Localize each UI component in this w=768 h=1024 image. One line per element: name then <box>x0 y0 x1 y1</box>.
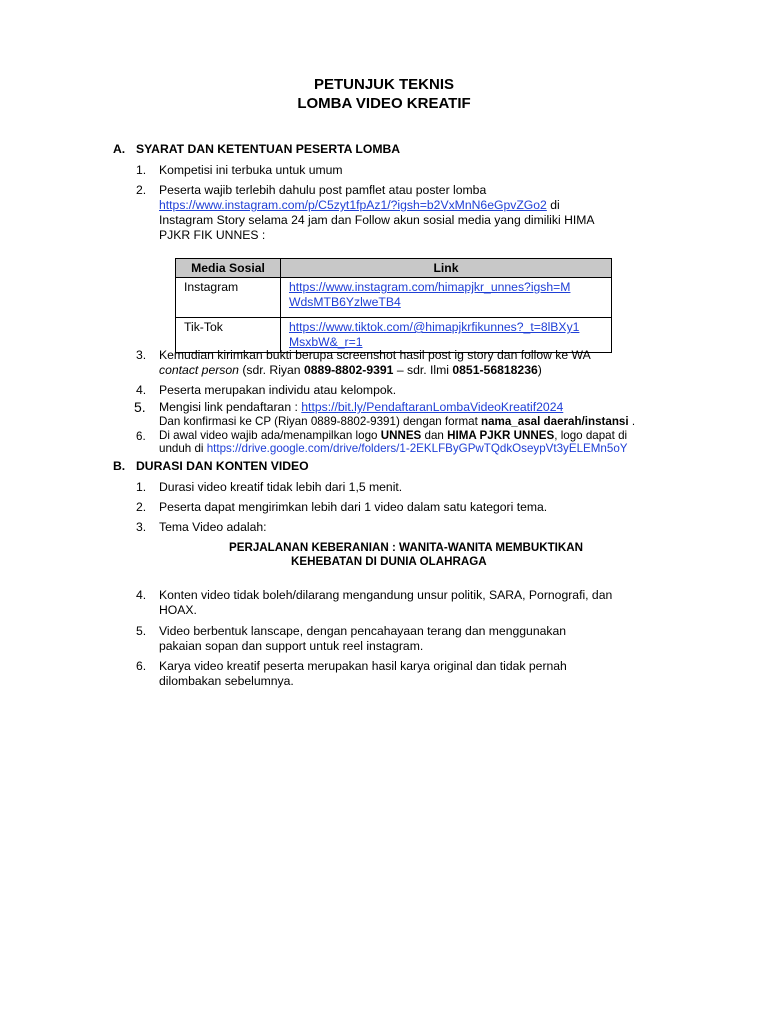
tiktok-profile-link-cont[interactable]: MsxbW&_r=1 <box>289 335 363 349</box>
list-item-line: HOAX. <box>159 603 197 617</box>
registration-link[interactable]: https://bit.ly/PendaftaranLombaVideoKreatif2024 <box>301 400 564 414</box>
list-item-line: dilombakan sebelumnya. <box>159 674 294 688</box>
list-item-line: contact person (sdr. Riyan 0889-8802-9391 – sdr. Ilmi 0851-56818236) <box>159 363 542 377</box>
list-item: Di awal video wajib ada/menampilkan logo UNNES dan HIMA PJKR UNNES, logo dapat di <box>159 429 628 442</box>
list-item: Mengisi link pendaftaran : https://bit.ly/PendaftaranLombaVideoKreatif2024 <box>159 400 564 414</box>
section-a-letter: A. <box>113 142 126 156</box>
list-number: 3. <box>136 348 147 362</box>
table-cell-name: Tik-Tok <box>176 318 281 353</box>
list-item-line: Instagram Story selama 24 jam dan Follow akun sosial media yang dimiliki HIMA <box>159 213 595 227</box>
list-number: 4. <box>136 588 147 602</box>
section-b-heading: DURASI DAN KONTEN VIDEO <box>136 459 309 473</box>
list-number: 1. <box>136 163 147 177</box>
section-b-letter: B. <box>113 459 126 473</box>
theme-title-line1: PERJALANAN KEBERANIAN : WANITA-WANITA MEMBUKTIKAN <box>229 541 584 554</box>
instagram-post-link[interactable]: https://www.instagram.com/p/C5zyt1fpAz1/?igsh=b2VxMnN6eGpvZGo2 <box>159 198 547 212</box>
tiktok-profile-link[interactable]: https://www.tiktok.com/@himapjkrfikunnes?_t=8lBXy1 <box>289 320 580 334</box>
list-item-line: pakaian sopan dan support untuk reel instagram. <box>159 639 424 653</box>
list-item: Konten video tidak boleh/dilarang mengandung unsur politik, SARA, Pornografi, dan <box>159 588 613 602</box>
list-number: 2. <box>136 183 147 197</box>
phone-number: 0889-8802-9391 <box>303 363 394 377</box>
table-header-link: Link <box>281 259 612 278</box>
list-item-line: PJKR FIK UNNES : <box>159 228 266 242</box>
social-media-table <box>175 258 612 353</box>
document-title: PETUNJUK TEKNIS <box>313 76 455 93</box>
drive-folder-link[interactable]: https://drive.google.com/drive/folders/1-2EKLFByGPwTQdkOseypVt3yELEMn5oY <box>206 442 628 455</box>
list-number: 4. <box>136 383 147 397</box>
list-item: Karya video kreatif peserta merupakan hasil karya original dan tidak pernah <box>159 659 567 673</box>
document-subtitle: LOMBA VIDEO KREATIF <box>297 95 471 112</box>
table-cell-link <box>281 278 612 318</box>
list-item-line: https://www.instagram.com/p/C5zyt1fpAz1/?igsh=b2VxMnN6eGpvZGo2 di <box>159 198 560 212</box>
table-header-row <box>176 259 612 278</box>
list-item: Peserta dapat mengirimkan lebih dari 1 video dalam satu kategori tema. <box>159 500 548 514</box>
instagram-profile-link-cont[interactable]: WdsMTB6YzlweTB4 <box>289 295 401 309</box>
list-number: 2. <box>136 500 147 514</box>
phone-number: 0851-56818236 <box>452 363 538 377</box>
list-item: Peserta wajib terlebih dahulu post pamflet atau poster lomba <box>159 183 487 197</box>
table-row <box>176 278 612 318</box>
list-item: Peserta merupakan individu atau kelompok. <box>159 383 397 397</box>
instagram-profile-link[interactable]: https://www.instagram.com/himapjkr_unnes?igsh=M <box>289 280 571 294</box>
theme-title-line2: KEHEBATAN DI DUNIA OLAHRAGA <box>291 555 487 568</box>
list-item: Tema Video adalah: <box>159 520 267 534</box>
section-a-heading: SYARAT DAN KETENTUAN PESERTA LOMBA <box>136 142 401 156</box>
list-number: 1. <box>136 480 147 494</box>
list-item-line: Dan konfirmasi ke CP (Riyan 0889-8802-9391) dengan format nama_asal daerah/instansi . <box>159 415 636 428</box>
list-item: Durasi video kreatif tidak lebih dari 1,5 menit. <box>159 480 403 494</box>
list-number: 5. <box>134 399 146 415</box>
list-item: Kemudian kirimkan bukti berupa screenshot hasil post ig story dan follow ke WA <box>159 348 591 362</box>
list-item: Video berbentuk lanscape, dengan pencahayaan terang dan menggunakan <box>159 624 567 638</box>
list-item-line: unduh di https://drive.google.com/drive/folders/1-2EKLFByGPwTQdkOseypVt3yELEMn5oY <box>159 442 628 455</box>
list-number: 3. <box>136 520 147 534</box>
list-item: Kompetisi ini terbuka untuk umum <box>159 163 343 177</box>
list-number: 6. <box>136 430 146 443</box>
list-number: 5. <box>136 624 147 638</box>
table-cell-name: Instagram <box>176 278 281 318</box>
list-number: 6. <box>136 659 147 673</box>
table-header-media: Media Sosial <box>176 259 281 278</box>
